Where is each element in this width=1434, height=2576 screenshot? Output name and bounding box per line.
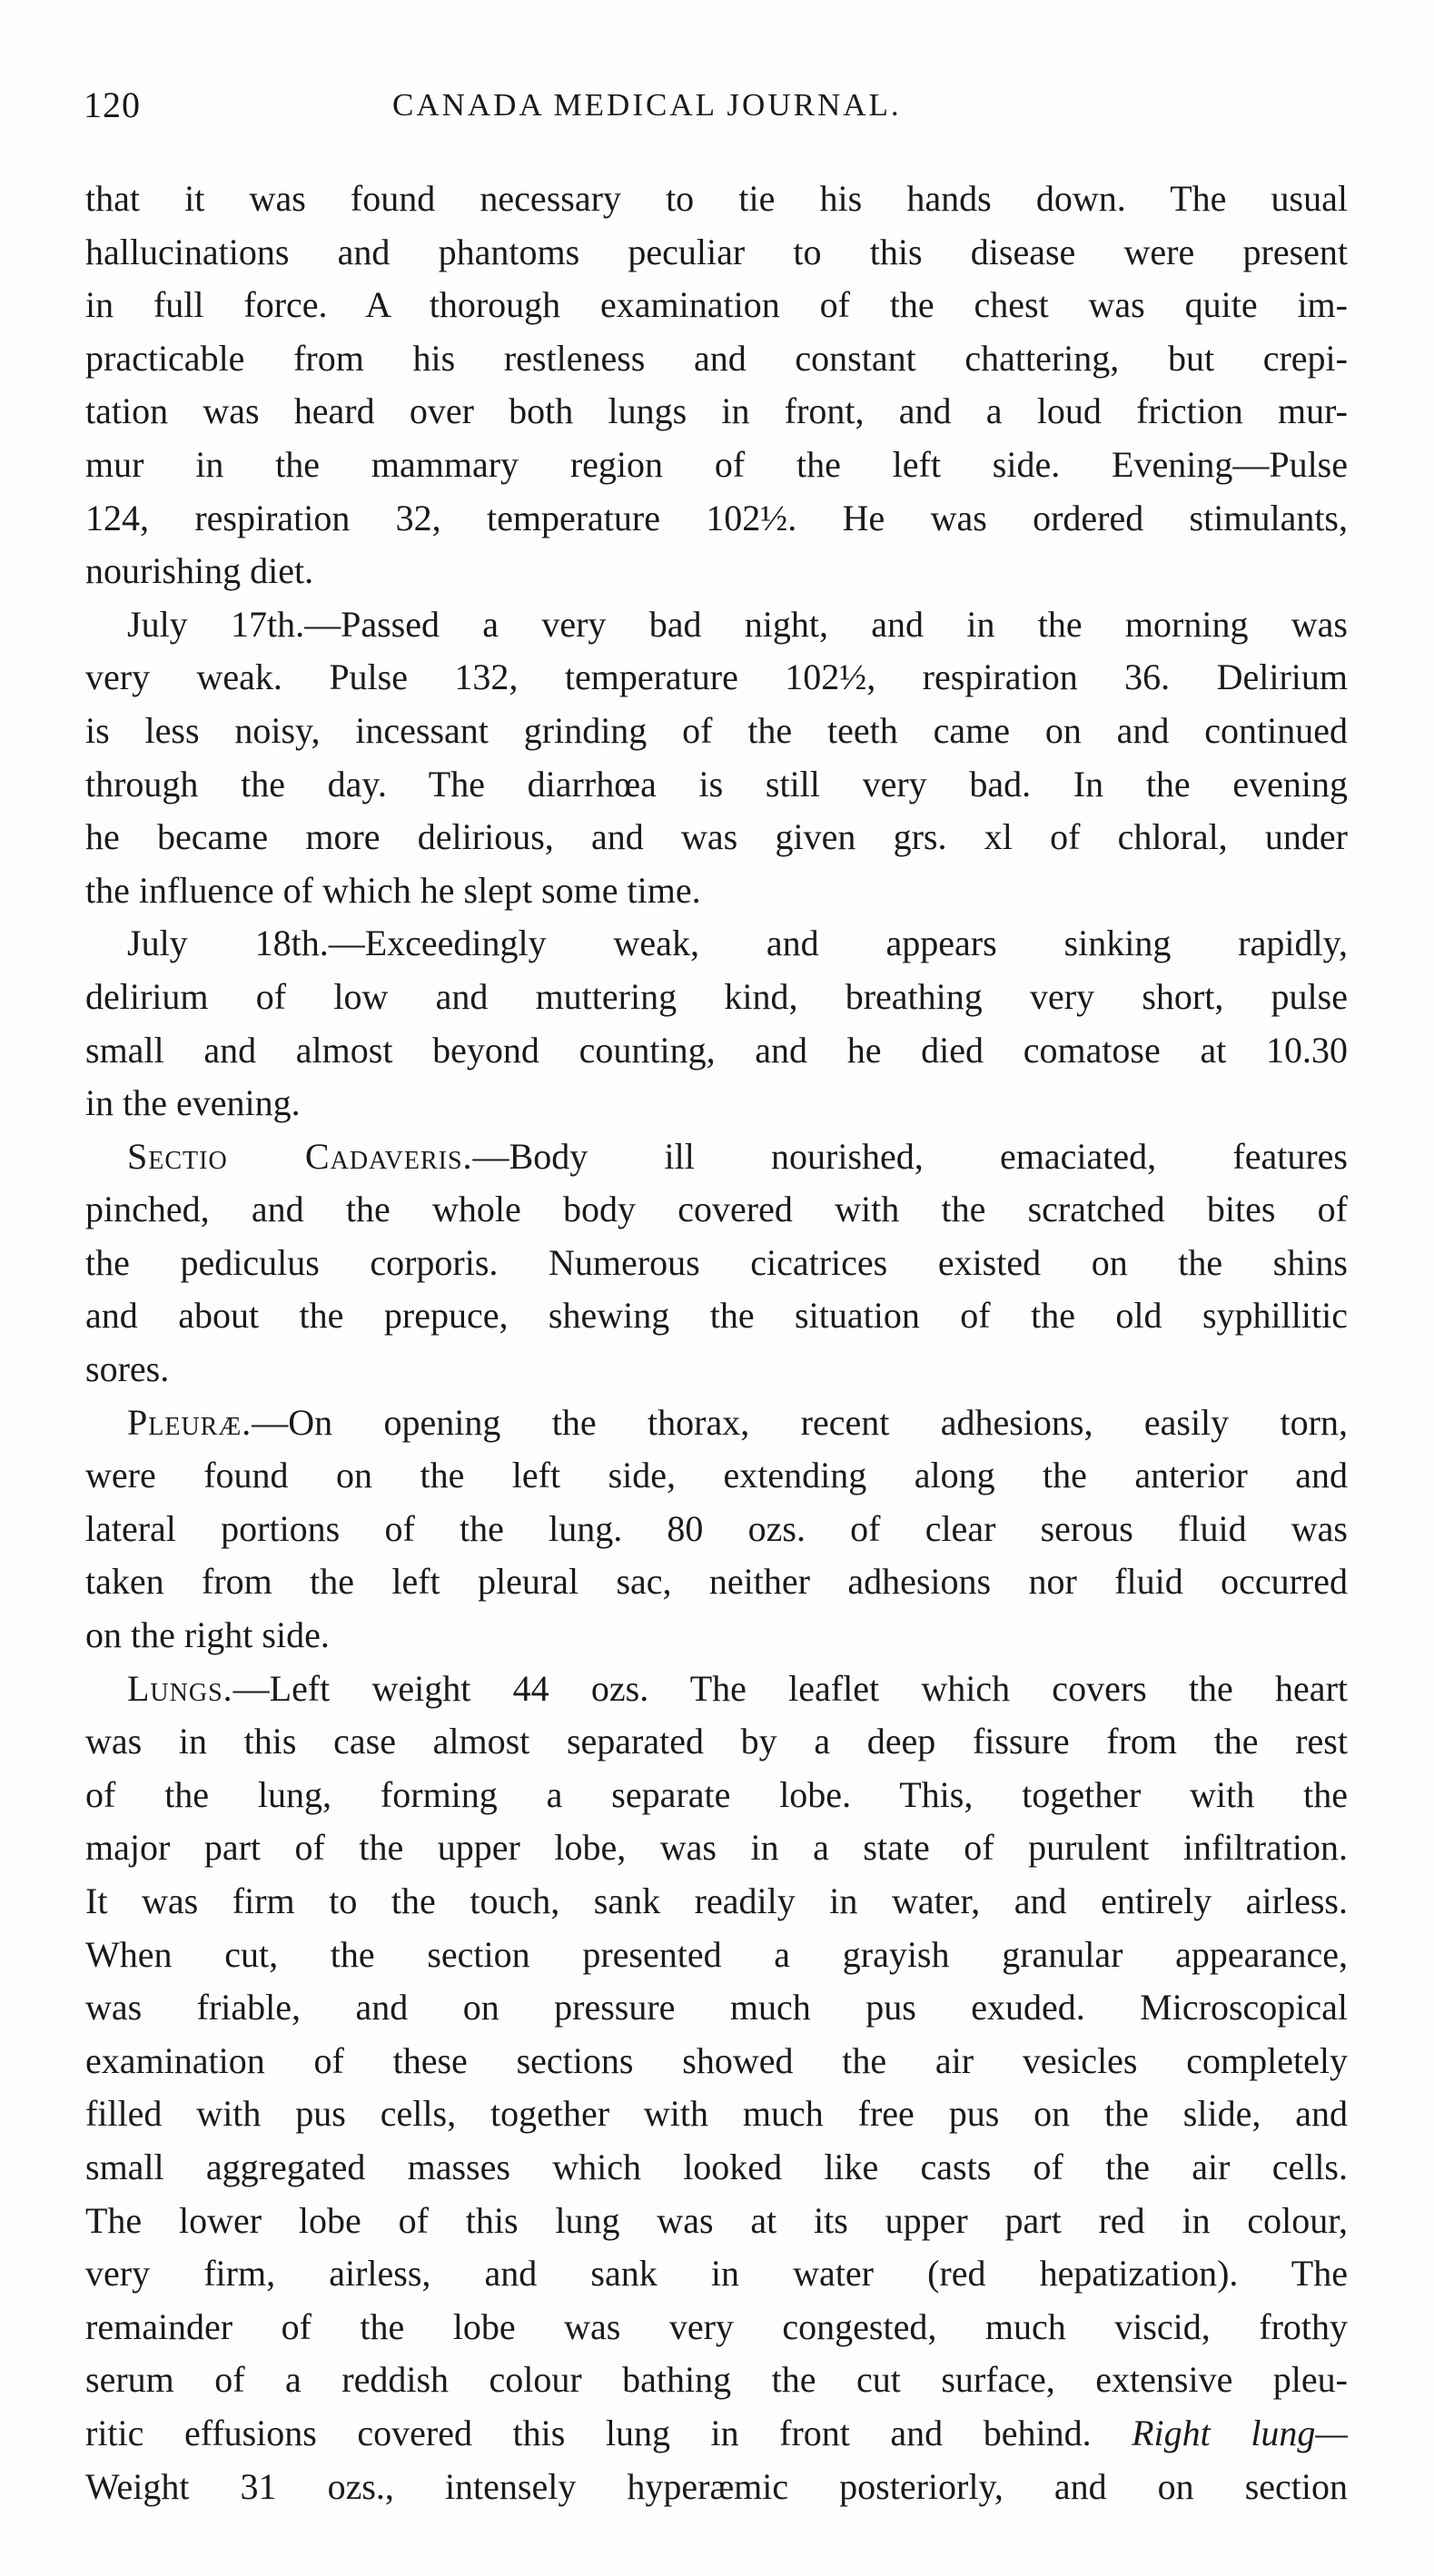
text-line: sores. xyxy=(85,1348,170,1390)
text-line: and about the prepuce, shewing the situation of the old syphillitic xyxy=(85,1295,1348,1337)
text-line: in full force. A thorough examination of the chest was quite im- xyxy=(85,284,1348,326)
text-line xyxy=(85,2407,1348,2461)
text-line: is less noisy, incessant grinding of the teeth came on and continued xyxy=(85,709,1348,751)
text-line: of the lung, forming a separate lobe. This, together with the xyxy=(85,1773,1348,1815)
text-line: The lower lobe of this lung was at its upper part red in colour, xyxy=(85,2199,1348,2241)
text-line: July 18th.—Exceedingly weak, and appears sinking rapidly, xyxy=(127,923,1348,964)
text-line: lateral portions of the lung. 80 ozs. of clear serous fluid was xyxy=(85,1507,1348,1549)
text-line: was in this case almost separated by a deep fissure from the rest xyxy=(85,1721,1348,1762)
text-line: very weak. Pulse 132, temperature 102½, respiration 36. Delirium xyxy=(85,656,1348,698)
text-line: hallucinations and phantoms peculiar to this disease were present xyxy=(85,231,1348,272)
page-number: 120 xyxy=(84,84,141,125)
text-line xyxy=(85,1130,1348,1184)
text-line: practicable from his restleness and constant chattering, but crepi- xyxy=(85,337,1348,379)
text-line: serum of a reddish colour bathing the cut surface, extensive pleu- xyxy=(85,2359,1348,2401)
text-line: through the day. The diarrhœa is still very bad. In the evening xyxy=(85,763,1348,804)
text-line: Weight 31 ozs., intensely hyperæmic posteriorly, and on section xyxy=(85,2465,1348,2507)
text-line: the pediculus corporis. Numerous cicatrices existed on the shins xyxy=(85,1241,1348,1283)
section-heading: Pleuræ. xyxy=(127,1401,252,1443)
text-line: small and almost beyond counting, and he died comatose at 10.30 xyxy=(85,1029,1348,1071)
section-text: —Left weight 44 ozs. The leaflet which covers the heart xyxy=(232,1667,1348,1709)
text-line: It was firm to the touch, sank readily in water, and entirely airless. xyxy=(85,1880,1348,1921)
text-line: that it was found necessary to tie his hands down. The usual xyxy=(85,178,1348,219)
text-line: mur in the mammary region of the left side. Evening—Pulse xyxy=(85,443,1348,485)
text-line: were found on the left side, extending along the anterior and xyxy=(85,1455,1348,1496)
italic-heading: Right lung— xyxy=(1132,2412,1348,2453)
body-text xyxy=(85,173,1348,2513)
text-line: he became more delirious, and was given grs. xl of chloral, under xyxy=(85,816,1348,858)
running-head: CANADA MEDICAL JOURNAL. xyxy=(392,87,902,123)
text-line xyxy=(85,1663,1348,1716)
text-line: nourishing diet. xyxy=(85,550,314,592)
text-line: July 17th.—Passed a very bad night, and in the morning was xyxy=(127,603,1348,645)
text-line: taken from the left pleural sac, neither adhesions nor fluid occurred xyxy=(85,1561,1348,1603)
text-line: 124, respiration 32, temperature 102½. He was ordered stimulants, xyxy=(85,497,1348,538)
text-line: the influence of which he slept some time. xyxy=(85,869,701,911)
text-line: examination of these sections showed the air vesicles completely xyxy=(85,2039,1348,2081)
text-line: remainder of the lobe was very congested, much viscid, frothy xyxy=(85,2305,1348,2347)
text-line xyxy=(85,1397,1348,1450)
section-heading: Lungs. xyxy=(127,1667,233,1709)
line-text: ritic effusions covered this lung in front and behind. xyxy=(85,2412,1132,2453)
text-line: tation was heard over both lungs in front, and a loud friction mur- xyxy=(85,390,1348,432)
text-line: When cut, the section presented a grayish granular appearance, xyxy=(85,1933,1348,1975)
text-line: very firm, airless, and sank in water (red hepatization). The xyxy=(85,2253,1348,2295)
text-line: delirium of low and muttering kind, breathing very short, pulse xyxy=(85,975,1348,1017)
text-line: pinched, and the whole body covered with the scratched bites of xyxy=(85,1189,1348,1230)
text-line: filled with pus cells, together with much free pus on the slide, and xyxy=(85,2093,1348,2135)
page-header xyxy=(84,84,1355,138)
text-line: was friable, and on pressure much pus exuded. Microscopical xyxy=(85,1987,1348,2028)
text-line: in the evening. xyxy=(85,1082,301,1124)
section-heading: Sectio Cadaveris. xyxy=(127,1135,473,1177)
text-line: major part of the upper lobe, was in a state of purulent infiltration. xyxy=(85,1827,1348,1869)
text-line: small aggregated masses which looked like casts of the air cells. xyxy=(85,2146,1348,2187)
text-line: on the right side. xyxy=(85,1614,330,1656)
section-text: —Body ill nourished, emaciated, features xyxy=(472,1135,1348,1177)
section-text: —On opening the thorax, recent adhesions, easily torn, xyxy=(252,1401,1348,1443)
